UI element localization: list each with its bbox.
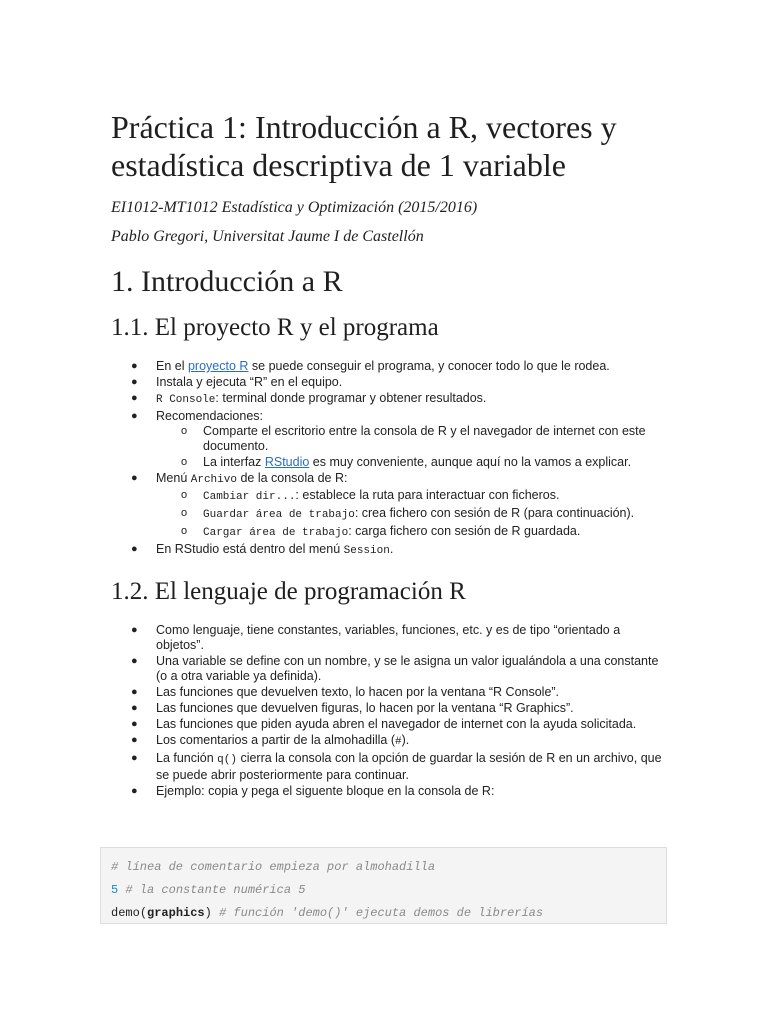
sublist-item: o Cambiar dir...: establece la ruta para interactuar con ficheros. [181,488,560,503]
list-item: ● Las funciones que devuelven texto, lo hacen por la ventana “R Console”. [131,685,560,699]
code-argument: graphics [147,906,205,920]
list-item: ● En RStudio está dentro del menú Session. [131,542,394,557]
bullet-icon: ● [131,752,138,764]
code-comment: # línea de comentario empieza por almohadilla [111,860,436,874]
bullet-icon: ● [131,686,138,698]
bullet-icon: ● [131,785,138,797]
list-item: ● En el proyecto R se puede conseguir el programa, y conocer todo lo que le rodea. [131,359,610,373]
code-comment: # función 'demo()' ejecuta demos de librerías [211,906,544,920]
list-item: ● Como lenguaje, tiene constantes, variables, funciones, etc. y es de tipo “orientado a objetos”. [131,623,621,652]
code-comment: # la constante numérica 5 [118,883,306,897]
bullet-icon: ● [131,624,138,636]
inline-code: R Console [156,394,216,406]
bullet-icon: ● [131,655,138,667]
sublist [156,424,671,470]
code-number: 5 [111,883,119,897]
list-item: ● Instala y ejecuta “R” en el equipo. [131,375,343,389]
bullet-icon: ● [131,376,138,388]
inline-code: Archivo [190,474,237,486]
sublist [156,488,671,541]
list-item: ● Menú Archivo de la consola de R: o Cambiar dir...: establece la ruta para interactuar con ficheros. o Guardar área de trabajo: crea fichero con sesión de R (para continuación). o Cargar área de trabajo: carga fichero con sesión de R guardada. [111,471,671,541]
bullet-icon: ● [131,392,138,404]
list-1-1 [111,359,671,559]
code-line [111,856,656,879]
list-item: ● Las funciones que piden ayuda abren el navegador de internet con la ayuda solicitada. [131,717,637,731]
inline-code: Cargar área de trabajo [203,527,349,539]
sublist-item: o Guardar área de trabajo: crea fichero con sesión de R (para continuación). [181,506,635,521]
inline-code: Cambiar dir... [203,491,296,503]
code-line [111,879,656,902]
inline-code: # [395,736,402,748]
circle-bullet-icon: o [181,489,188,501]
sublist-item: o Cargar área de trabajo: carga fichero con sesión de R guardada. [181,524,581,539]
list-item: ● La función q() cierra la consola con la opción de guardar la sesión de R en un archivo, que se puede abrir posteriormente para continuar. [131,751,662,782]
code-function: demo [111,906,140,920]
list-item: ● Las funciones que devuelven figuras, lo hacen por la ventana “R Graphics”. [131,701,574,715]
document-page [111,100,671,800]
circle-bullet-icon: o [181,425,188,437]
code-line: demo(graphics) # función 'demo()' ejecuta demos de librerías [111,906,544,920]
bullet-icon: ● [131,410,138,422]
rstudio-link[interactable]: RStudio [264,455,310,469]
sublist-item: o Comparte el escritorio entre la consola de R y el navegador de internet con este documento. [181,424,646,453]
code-block[interactable] [100,847,667,924]
bullet-icon: ● [131,702,138,714]
bullet-icon: ● [131,734,138,746]
circle-bullet-icon: o [181,456,188,468]
list-item: ● Recomendaciones: o Comparte el escritorio entre la consola de R y el navegador de internet con este documento. o La interfaz RStudio es muy conveniente, aunque aquí no la vamos a explicar. [111,409,671,470]
list-item: ● R Console: terminal donde programar y obtener resultados. [131,391,487,406]
document-title: Práctica 1: Introducción a R, vectores y estadística descriptiva de 1 variable [111,109,617,183]
author-subtitle: Pablo Gregori, Universitat Jaume I de Castellón [111,228,424,245]
sublist-item: o La interfaz RStudio es muy conveniente, aunque aquí no la vamos a explicar. [181,455,632,469]
inline-code: Guardar área de trabajo [203,509,355,521]
subsection-1-1-heading: 1.1. El proyecto R y el programa [111,314,439,341]
bullet-icon: ● [131,360,138,372]
section-1-heading: 1. Introducción a R [111,265,343,298]
circle-bullet-icon: o [181,507,188,519]
list-item: ● Ejemplo: copia y pega el siguente bloque en la consola de R: [131,784,495,798]
subsection-1-2-heading: 1.2. El lenguaje de programación R [111,578,466,605]
bullet-icon: ● [131,718,138,730]
list-item: ● Una variable se define con un nombre, y se le asigna un valor igualándola a una constante (o a otra variable ya definida). [131,654,659,683]
inline-code: q() [217,754,237,766]
list-item: ● Los comentarios a partir de la almohadilla (#). [131,733,410,748]
list-1-2 [111,623,671,799]
inline-code: Session [343,545,390,557]
bullet-icon: ● [131,472,138,484]
bullet-icon: ● [131,543,138,555]
proyecto-r-link[interactable]: proyecto R [187,359,249,373]
course-subtitle: EI1012-MT1012 Estadística y Optimización (2015/2016) [111,199,478,216]
circle-bullet-icon: o [181,525,188,537]
